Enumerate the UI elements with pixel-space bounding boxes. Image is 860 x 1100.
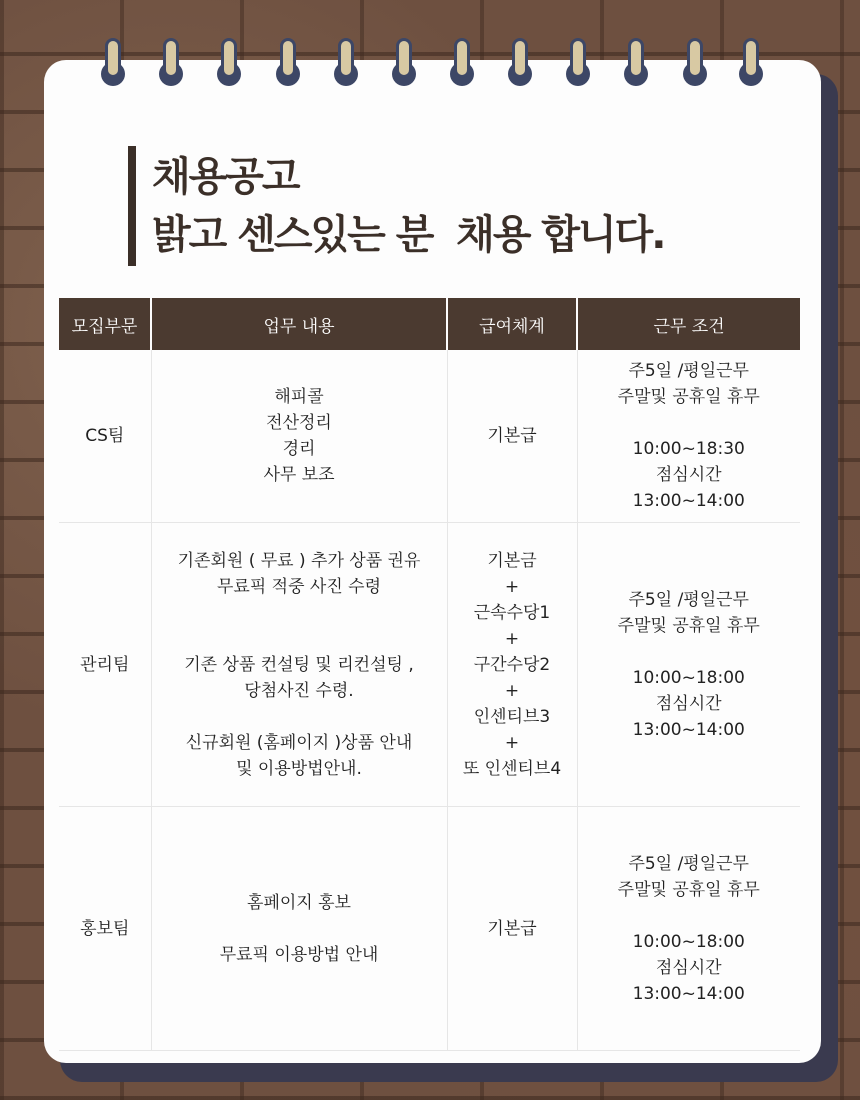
table-row xyxy=(59,350,800,523)
duties-cell: 해피콜 전산정리 경리 사무 보조 xyxy=(151,350,447,523)
recruitment-table xyxy=(59,298,800,1051)
table-row xyxy=(59,523,800,807)
spiral-ring-icon xyxy=(334,38,358,90)
header-pay: 급여체계 xyxy=(447,298,577,350)
spiral-ring-icon xyxy=(508,38,532,90)
table-header-row xyxy=(59,298,800,350)
duties-cell: 기존회원 ( 무료 ) 추가 상품 권유 무료픽 적중 사진 수령 기존 상품 컨설팅 및 리컨설팅 , 당첨사진 수령. 신규회원 (홈페이지 )상품 안내 및 이용방법안내. xyxy=(151,523,447,807)
spiral-ring-icon xyxy=(739,38,763,90)
title-line-1: 채용공고 xyxy=(152,154,299,200)
pay-cell: 기본금 + 근속수당1 + 구간수당2 + 인센티브3 + 또 인센티브4 xyxy=(447,523,577,807)
spiral-ring-icon xyxy=(624,38,648,90)
title-accent-bar xyxy=(128,146,136,266)
conditions-cell: 주5일 /평일근무 주말및 공휴일 휴무 10:00~18:00 점심시간 13:00~14:00 xyxy=(577,807,800,1051)
title-line-2: 밝고 센스있는 분 채용 합니다. xyxy=(152,212,665,258)
page-title xyxy=(152,148,665,264)
conditions-cell: 주5일 /평일근무 주말및 공휴일 휴무 10:00~18:00 점심시간 13:00~14:00 xyxy=(577,523,800,807)
pay-cell: 기본급 xyxy=(447,807,577,1051)
spiral-ring-icon xyxy=(450,38,474,90)
header-dept: 모집부문 xyxy=(59,298,151,350)
spiral-ring-icon xyxy=(276,38,300,90)
spiral-ring-icon xyxy=(683,38,707,90)
spiral-ring-icon xyxy=(566,38,590,90)
table-row xyxy=(59,807,800,1051)
pay-cell: 기본급 xyxy=(447,350,577,523)
spiral-ring-icon xyxy=(217,38,241,90)
dept-cell: CS팀 xyxy=(59,350,151,523)
header-conditions: 근무 조건 xyxy=(577,298,800,350)
duties-cell: 홈페이지 홍보 무료픽 이용방법 안내 xyxy=(151,807,447,1051)
spiral-ring-icon xyxy=(392,38,416,90)
spiral-ring-icon xyxy=(101,38,125,90)
header-duties: 업무 내용 xyxy=(151,298,447,350)
dept-cell: 홍보팀 xyxy=(59,807,151,1051)
dept-cell: 관리팀 xyxy=(59,523,151,807)
conditions-cell: 주5일 /평일근무 주말및 공휴일 휴무 10:00~18:30 점심시간 13:00~14:00 xyxy=(577,350,800,523)
spiral-ring-icon xyxy=(159,38,183,90)
